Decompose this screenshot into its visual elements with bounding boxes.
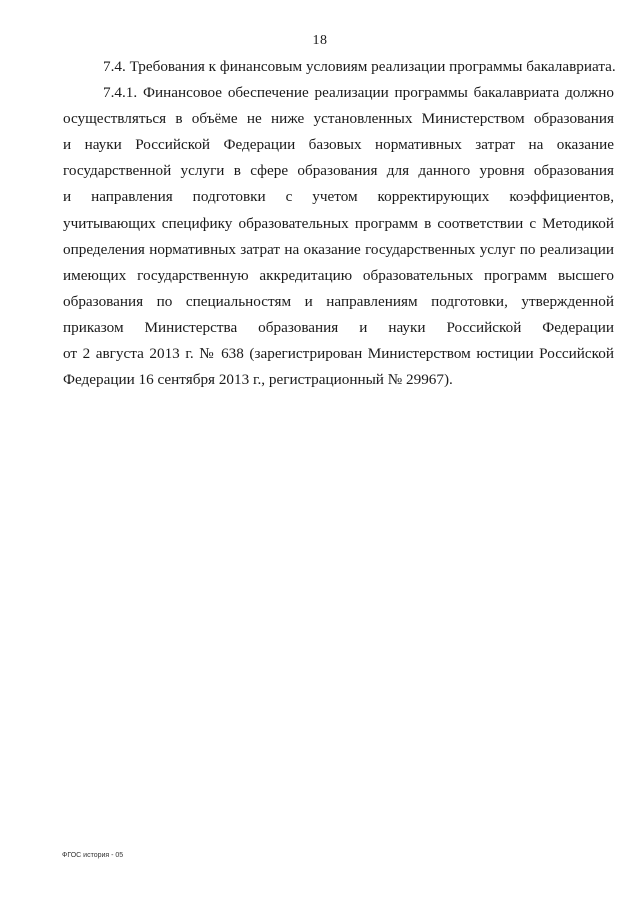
paragraph-line: образования по специальностям и направлениям подготовки, утвержденной: [63, 292, 614, 310]
paragraph-line: приказом Министерства образования и науки Российской Федерации: [63, 318, 614, 336]
paragraph-line: Федерации 16 сентября 2013 г., регистрационный № 29967).: [63, 371, 453, 389]
document-body: [63, 54, 614, 393]
paragraph-line: и науки Российской Федерации базовых нормативных затрат на оказание: [63, 136, 614, 154]
footer-document-code: ФГОС история - 05: [62, 852, 124, 859]
section-heading: 7.4. Требования к финансовым условиям реализации программы бакалавриата.: [103, 58, 616, 75]
paragraph-line: учитывающих специфику образовательных программ в соответствии с Методикой: [63, 214, 614, 232]
paragraph-line: государственной услуги в сфере образования для данного уровня образования: [63, 162, 614, 180]
paragraph-line: и направления подготовки с учетом корректирующих коэффициентов,: [63, 188, 614, 206]
paragraph-line: определения нормативных затрат на оказание государственных услуг по реализации: [63, 240, 614, 258]
paragraph-line: осуществляться в объёме не ниже установленных Министерством образования: [63, 110, 614, 128]
paragraph-line: имеющих государственную аккредитацию образовательных программ высшего: [63, 266, 614, 284]
page-number: 18: [312, 33, 328, 48]
paragraph-line: от 2 августа 2013 г. № 638 (зарегистрирован Министерством юстиции Российской: [63, 345, 614, 363]
financial-provision-paragraph: [63, 80, 614, 393]
paragraph-line: 7.4.1. Финансовое обеспечение реализации программы бакалавриата должно: [103, 84, 614, 102]
